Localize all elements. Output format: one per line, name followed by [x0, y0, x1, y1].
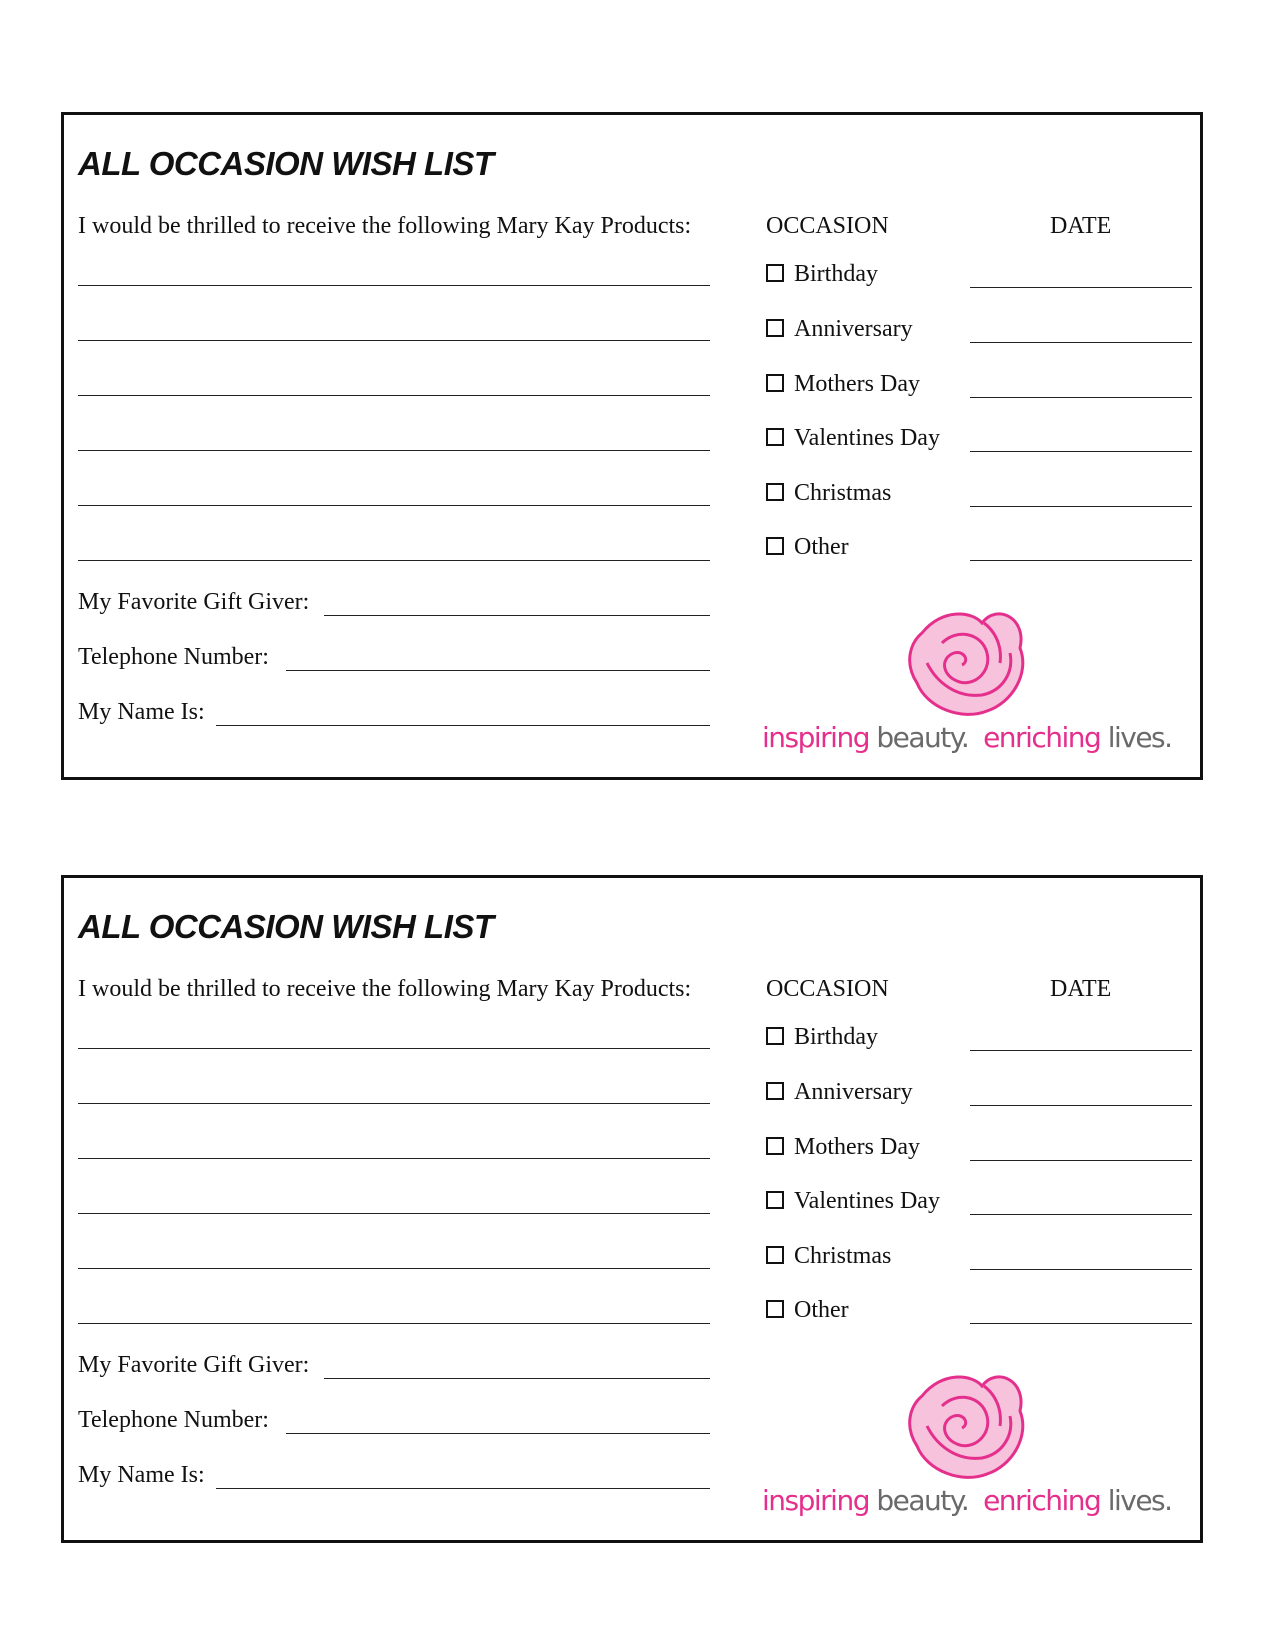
telephone-label: Telephone Number:	[78, 1407, 269, 1433]
checkbox-icon[interactable]	[766, 1191, 784, 1209]
occasion-valentines-day[interactable]	[766, 1188, 940, 1215]
checkbox-icon[interactable]	[766, 1246, 784, 1264]
date-line-christmas[interactable]	[970, 1269, 1192, 1270]
date-line-mothers-day[interactable]	[970, 1160, 1192, 1161]
tagline-enriching: enriching	[983, 721, 1101, 754]
checkbox-icon[interactable]	[766, 1027, 784, 1045]
tagline-beauty: beauty.	[876, 721, 969, 754]
product-line-2[interactable]	[78, 340, 710, 341]
intro-text: I would be thrilled to receive the following Mary Kay Products:	[78, 976, 692, 1002]
product-line-6[interactable]	[78, 560, 710, 561]
occasion-other[interactable]	[766, 1297, 849, 1324]
occasion-birthday[interactable]	[766, 1024, 878, 1051]
product-line-1[interactable]	[78, 1048, 710, 1049]
brand-logo	[762, 603, 1182, 763]
product-line-1[interactable]	[78, 285, 710, 286]
occasion-label: Birthday	[794, 1024, 878, 1050]
date-line-anniversary[interactable]	[970, 1105, 1192, 1106]
gift-giver-line[interactable]	[324, 615, 710, 616]
occasion-label: Christmas	[794, 1243, 892, 1269]
date-line-other[interactable]	[970, 1323, 1192, 1324]
gift-giver-label: My Favorite Gift Giver:	[78, 1352, 310, 1378]
tagline-lives: lives.	[1107, 721, 1172, 754]
occasion-label: Valentines Day	[794, 1188, 940, 1214]
occasion-label: Christmas	[794, 480, 892, 506]
my-name-label: My Name Is:	[78, 1462, 205, 1488]
tagline-inspiring: inspiring	[762, 1484, 869, 1517]
product-line-4[interactable]	[78, 1213, 710, 1214]
telephone-line[interactable]	[286, 670, 710, 671]
tagline-inspiring: inspiring	[762, 721, 869, 754]
tagline-enriching: enriching	[983, 1484, 1101, 1517]
my-name-line[interactable]	[216, 1488, 710, 1489]
checkbox-icon[interactable]	[766, 1300, 784, 1318]
brand-tagline	[762, 1484, 1172, 1517]
gift-giver-line[interactable]	[324, 1378, 710, 1379]
checkbox-icon[interactable]	[766, 1082, 784, 1100]
telephone-line[interactable]	[286, 1433, 710, 1434]
brand-tagline	[762, 721, 1172, 754]
occasion-header: OCCASION	[766, 213, 889, 239]
product-line-5[interactable]	[78, 505, 710, 506]
gift-giver-label: My Favorite Gift Giver:	[78, 589, 310, 615]
product-line-4[interactable]	[78, 450, 710, 451]
checkbox-icon[interactable]	[766, 537, 784, 555]
telephone-label: Telephone Number:	[78, 644, 269, 670]
date-line-birthday[interactable]	[970, 287, 1192, 288]
occasion-label: Other	[794, 534, 849, 560]
occasion-label: Anniversary	[794, 1079, 913, 1105]
checkbox-icon[interactable]	[766, 483, 784, 501]
occasion-other[interactable]	[766, 534, 849, 561]
checkbox-icon[interactable]	[766, 319, 784, 337]
tagline-lives: lives.	[1107, 1484, 1172, 1517]
wish-list-card-1	[61, 112, 1203, 780]
occasion-valentines-day[interactable]	[766, 425, 940, 452]
intro-text: I would be thrilled to receive the following Mary Kay Products:	[78, 213, 692, 239]
my-name-line[interactable]	[216, 725, 710, 726]
rose-icon	[902, 1366, 1032, 1486]
wish-list-card-2	[61, 875, 1203, 1543]
occasion-christmas[interactable]	[766, 480, 891, 507]
product-line-5[interactable]	[78, 1268, 710, 1269]
date-line-christmas[interactable]	[970, 506, 1192, 507]
my-name-label: My Name Is:	[78, 699, 205, 725]
checkbox-icon[interactable]	[766, 374, 784, 392]
date-header: DATE	[1050, 976, 1112, 1002]
occasion-anniversary[interactable]	[766, 316, 913, 343]
product-line-2[interactable]	[78, 1103, 710, 1104]
occasion-label: Mothers Day	[794, 1134, 920, 1160]
date-line-anniversary[interactable]	[970, 342, 1192, 343]
date-line-birthday[interactable]	[970, 1050, 1192, 1051]
occasion-label: Mothers Day	[794, 371, 920, 397]
occasion-header: OCCASION	[766, 976, 889, 1002]
checkbox-icon[interactable]	[766, 1137, 784, 1155]
occasion-label: Birthday	[794, 261, 878, 287]
date-header: DATE	[1050, 213, 1112, 239]
date-line-other[interactable]	[970, 560, 1192, 561]
date-line-valentines-day[interactable]	[970, 451, 1192, 452]
occasion-label: Anniversary	[794, 316, 913, 342]
product-line-3[interactable]	[78, 1158, 710, 1159]
date-line-mothers-day[interactable]	[970, 397, 1192, 398]
product-line-6[interactable]	[78, 1323, 710, 1324]
product-line-3[interactable]	[78, 395, 710, 396]
occasion-label: Other	[794, 1297, 849, 1323]
date-line-valentines-day[interactable]	[970, 1214, 1192, 1215]
occasion-birthday[interactable]	[766, 261, 878, 288]
card-title: ALL OCCASION WISH LIST	[78, 908, 494, 945]
occasion-mothers-day[interactable]	[766, 1134, 920, 1161]
occasion-label: Valentines Day	[794, 425, 940, 451]
tagline-beauty: beauty.	[876, 1484, 969, 1517]
occasion-christmas[interactable]	[766, 1243, 891, 1270]
checkbox-icon[interactable]	[766, 428, 784, 446]
brand-logo	[762, 1366, 1182, 1526]
checkbox-icon[interactable]	[766, 264, 784, 282]
occasion-mothers-day[interactable]	[766, 371, 920, 398]
occasion-anniversary[interactable]	[766, 1079, 913, 1106]
card-title: ALL OCCASION WISH LIST	[78, 145, 494, 182]
rose-icon	[902, 603, 1032, 723]
